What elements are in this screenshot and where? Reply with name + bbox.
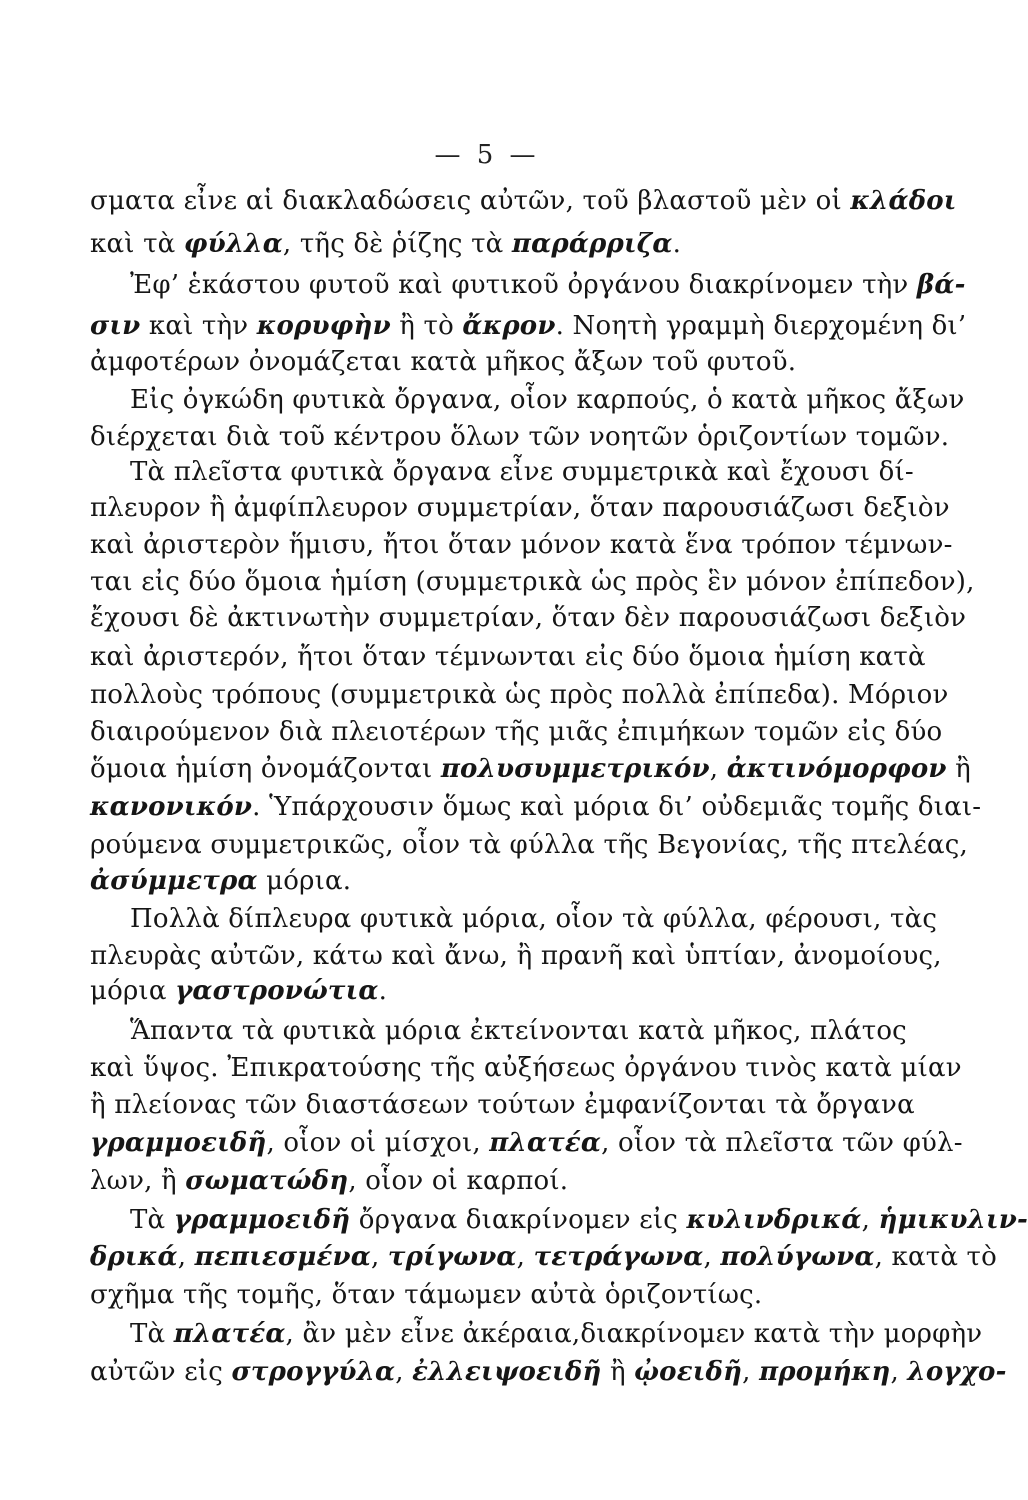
text-line: σματα εἶνε αἱ διακλαδώσεις αὐτῶν, τοῦ βλαστοῦ μὲν οἱ κλάδοι — [90, 186, 957, 216]
text-line: καὶ τὰ φύλλα, τῆς δὲ ῥίζης τὰ παράρριζα. — [90, 229, 682, 259]
text-line: Τὰ γραμμοειδῆ ὄργανα διακρίνομεν εἰς κυλινδρικά, ἡμικυλιν- — [130, 1205, 1028, 1235]
text-line: πολλοὺς τρόπους (συμμετρικὰ ὡς πρὸς πολλὰ ἐπίπεδα). Μόριον — [90, 680, 949, 710]
text-line: διαιρούμενον διὰ πλειοτέρων τῆς μιᾶς ἐπιμήκων τομῶν εἰς δύο — [90, 717, 943, 747]
text-line: καὶ ἀριστερὸν ἥμισυ, ἤτοι ὅταν μόνον κατὰ ἕνα τρόπον τέμνων- — [90, 530, 953, 560]
text-line: ἔχουσι δὲ ἀκτινωτὴν συμμετρίαν, ὅταν δὲν παρουσιάζωσι δεξιὸν — [90, 603, 967, 633]
text-line: δρικά, πεπιεσμένα, τρίγωνα, τετράγωνα, πολύγωνα, κατὰ τὸ — [90, 1242, 997, 1272]
text-line: αὐτῶν εἰς στρογγύλα, ἐλλειψοειδῆ ἢ ᾠοειδῆ, προμήκη, λογχο- — [90, 1357, 1007, 1387]
text-line: ται εἰς δύο ὅμοια ἡμίση (συμμετρικὰ ὡς πρὸς ἓν μόνον ἐπίπεδον), — [90, 567, 975, 597]
text-line: Τὰ πλεῖστα φυτικὰ ὄργανα εἶνε συμμετρικὰ καὶ ἔχουσι δί- — [130, 457, 914, 487]
text-line: πλευρον ἢ ἀμφίπλευρον συμμετρίαν, ὅταν παρουσιάζωσι δεξιὸν — [90, 493, 950, 523]
text-line: κανονικόν. Ὑπάρχουσιν ὅμως καὶ μόρια δι’ οὐδεμιᾶς τομῆς διαι- — [90, 792, 982, 822]
text-line: πλευρὰς αὐτῶν, κάτω καὶ ἄνω, ἢ πρανῆ καὶ ὑπτίαν, ἀνομοίους, — [90, 941, 942, 971]
text-line: λων, ἢ σωματώδη, οἷον οἱ καρποί. — [90, 1166, 569, 1196]
text-line: Ἅπαντα τὰ φυτικὰ μόρια ἐκτείνονται κατὰ μῆκος, πλάτος — [130, 1016, 907, 1046]
page-number: — 5 — — [434, 140, 540, 170]
text-line: ἢ πλείονας τῶν διαστάσεων τούτων ἐμφανίζονται τὰ ὄργανα — [90, 1090, 915, 1120]
text-line: σχῆμα τῆς τομῆς, ὅταν τάμωμεν αὐτὰ ὁριζοντίως. — [90, 1280, 763, 1310]
text-line: Εἰς ὀγκώδη φυτικὰ ὄργανα, οἷον καρπούς, ὁ κατὰ μῆκος ἄξων — [130, 385, 965, 415]
text-line: Ἐφ’ ἑκάστου φυτοῦ καὶ φυτικοῦ ὀργάνου διακρίνομεν τὴν βά- — [130, 270, 966, 300]
text-line: διέρχεται διὰ τοῦ κέντρου ὅλων τῶν νοητῶν ὁριζοντίων τομῶν. — [90, 422, 950, 452]
text-line: Πολλὰ δίπλευρα φυτικὰ μόρια, οἷον τὰ φύλλα, φέρουσι, τὰς — [130, 904, 938, 934]
text-line: ρούμενα συμμετρικῶς, οἷον τὰ φύλλα τῆς Βεγονίας, τῆς πτελέας, — [90, 830, 968, 860]
text-line: σιν καὶ τὴν κορυφὴν ἢ τὸ ἄκρον. Νοητὴ γραμμὴ διερχομένη δι’ — [90, 311, 967, 341]
text-line: ἀμφοτέρων ὀνομάζεται κατὰ μῆκος ἄξων τοῦ φυτοῦ. — [90, 347, 797, 377]
text-line: Τὰ πλατέα, ἂν μὲν εἶνε ἀκέραια,διακρίνομεν κατὰ τὴν μορφὴν — [130, 1319, 983, 1349]
text-line: καὶ ὕψος. Ἐπικρατούσης τῆς αὐξήσεως ὀργάνου τινὸς κατὰ μίαν — [90, 1053, 962, 1083]
text-line: γραμμοειδῆ, οἷον οἱ μίσχοι, πλατέα, οἷον τὰ πλεῖστα τῶν φύλ- — [90, 1128, 963, 1158]
text-line: ὅμοια ἡμίση ὀνομάζονται πολυσυμμετρικόν, ἀκτινόμορφον ἢ — [90, 754, 971, 784]
text-line: μόρια γαστρονώτια. — [90, 976, 388, 1006]
text-line: ἀσύμμετρα μόρια. — [90, 866, 352, 896]
text-line: καὶ ἀριστερόν, ἤτοι ὅταν τέμνωνται εἰς δύο ὅμοια ἡμίση κατὰ — [90, 642, 926, 672]
